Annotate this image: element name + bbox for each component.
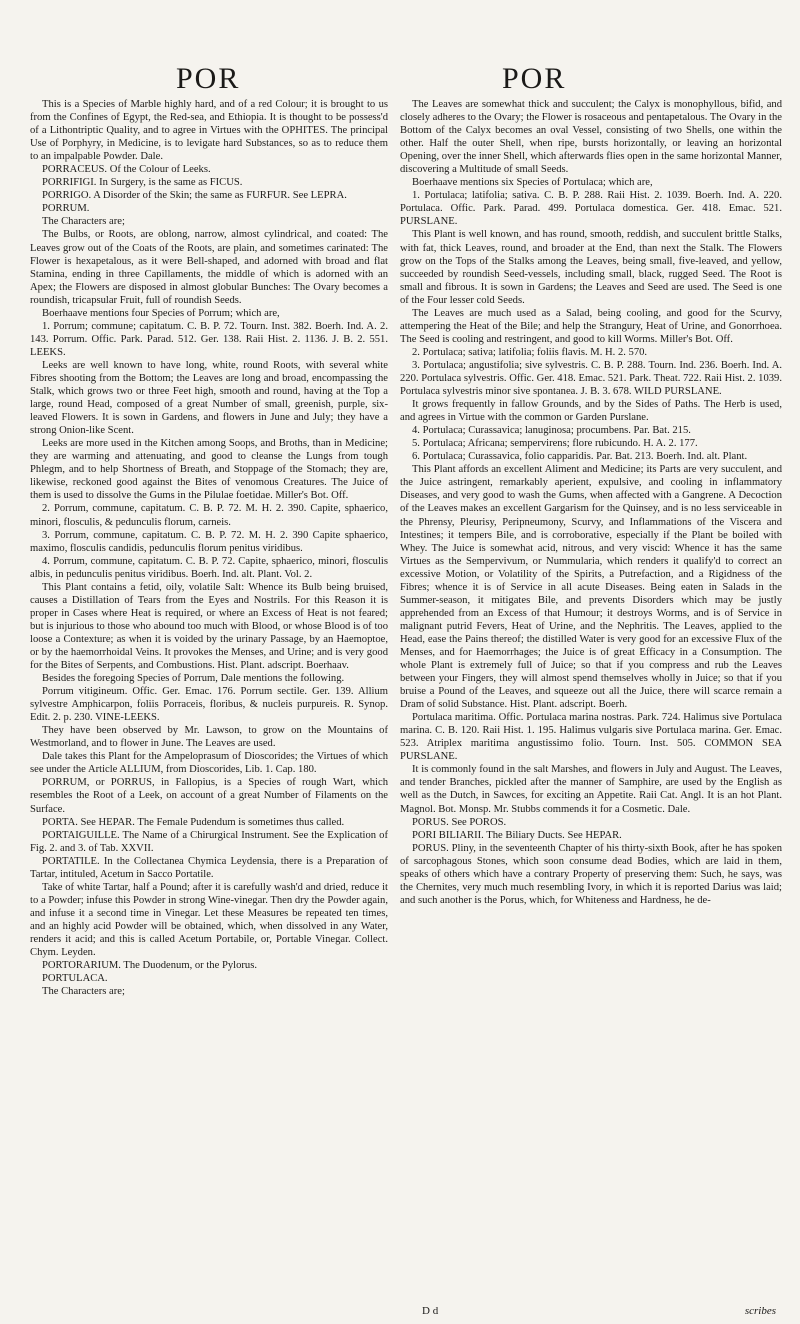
paragraph: PORUS. See POROS.: [412, 816, 507, 828]
right-column: [400, 98, 782, 1298]
paragraph: 2. Porrum, commune, capitatum. C. B. P. 72. M. H. 2. 390. Capite, sphaerico, minori, flosculis, & pedunculis florum, carneis.: [30, 503, 388, 528]
paragraph: PORTORARIUM. The Duodenum, or the Pylorus.: [42, 960, 257, 972]
paragraph: PORI BILIARII. The Biliary Ducts. See HEPAR.: [412, 829, 622, 841]
paragraph: Dale takes this Plant for the Ampeloprasum of Dioscorides; the Virtues of which see under the Article ALLIUM, from Dioscorides, Lib. 1. Cap. 180.: [30, 751, 388, 776]
paragraph: 3. Portulaca; angustifolia; sive sylvestris. C. B. P. 288. Tourn. Ind. 236. Boerh. Ind. A. 220. Portulaca sylvestris. Offic. Ger. 418. Emac. 521. Park. Theat. 722. Raii Hist. 2. 1039. Portulaca sylvestris minor sive spontanea. J. B. 3. 678. WILD PURSLANE.: [400, 359, 782, 398]
paragraph: 4. Portulaca; Curassavica; lanuginosa; procumbens. Par. Bat. 215.: [412, 425, 691, 437]
paragraph: PORRUM, or PORRUS, in Fallopius, is a Species of rough Wart, which resembles the Root of a Leek, on account of a great Number of Filaments on the Surface.: [30, 777, 388, 815]
paragraph: PORRIFIGI. In Surgery, is the same as FICUS.: [42, 177, 243, 189]
paragraph: Boerhaave mentions four Species of Porrum; which are,: [42, 307, 280, 319]
paragraph: Portulaca maritima. Offic. Portulaca marina nostras. Park. 724. Halimus sive Portulaca marina. C. B. 120. Raii Hist. 1. 195. Halimus vulgaris sive Portulaca marina. Ger. Emac. 523. Atriplex maritima angustissimo folio. Tourn. Inst. 505. COMMON SEA PURSLANE.: [400, 712, 782, 763]
paragraph: The Leaves are somewhat thick and succulent; the Calyx is monophyllous, bifid, and closely adheres to the Ovary; the Flower is rosaceous and pentapetalous. The Ovary in the Bottom of the Calyx becomes an oval Vessel, consisting of two Shells, one within the other. Half the outer Shell, when ripe, bursts horizontally, or leaving an horizontal Opening, over the inner Shell, which afterwards flies open in the same horizontal Manner, discovering a Multitude of small Seeds.: [400, 99, 782, 176]
paragraph: It grows frequently in fallow Grounds, and by the Sides of Paths. The Herb is used, and agrees in Virtue with the common or Garden Purslane.: [400, 399, 782, 424]
paragraph: PORRACEUS. Of the Colour of Leeks.: [42, 164, 211, 176]
paragraph: 1. Porrum; commune; capitatum. C. B. P. 72. Tourn. Inst. 382. Boerh. Ind. A. 2. 143. Porrum. Offic. Park. Parad. 512. Ger. 138. Raii Hist. 2. 1136. J. B. 2. 551. LEEKS.: [30, 320, 388, 358]
paragraph: PORTAIGUILLE. The Name of a Chirurgical Instrument. See the Explication of Fig. 2. and 3. of Tab. XXVII.: [30, 829, 388, 854]
paragraph: This Plant is well known, and has round, smooth, reddish, and succulent brittle Stalks, with fat, thick Leaves, round, and broader at the End, than next the Stalk. The Flowers grow on the Tops of the Stalks among the Leaves, being small, five-leaved, and yellow, succeeded by roundish Seed-vessels, including small, black, rugged Seed. The Root is small and fibrous. It is sown in Gardens; the Leaves and Seed are used. The Seed is one of the Four lesser cold Seeds.: [400, 229, 782, 306]
paragraph: PORRUM.: [42, 203, 90, 215]
paragraph: Besides the foregoing Species of Porrum, Dale mentions the following.: [42, 673, 345, 685]
running-head-left: POR: [176, 62, 241, 95]
paragraph: Take of white Tartar, half a Pound; after it is carefully wash'd and dried, reduce it to a Powder; infuse this Powder in strong Wine-vinegar. Then dry the Powder again, and infuse it a second time in Vinegar. Let these Measures be repeated ten times, and an highly acid Powder will be obtained, which, when dissolved in any Water, renders it acid; and this is called Acetum Portabile, or, Portable Vinegar. Collect. Chym. Leyden.: [30, 881, 388, 959]
catchword: scribes: [744, 1305, 776, 1317]
paragraph: This Plant contains a fetid, oily, volatile Salt: Whence its Bulb being bruised, causes a Distillation of Tears from the Eyes and Nostrils. For this Reason it is proper in Cases where Heat is required, or where an Excess of Heat is not feared; but is injurious to those who abound too much with Blood, or whose Blood is of too loose a Contexture; as when it is voided by the urinary Passage, by an Haemoptoe, or by the haemorrhoidal Veins. It provokes the Menses, and Urine; and is very good for the Bites of Serpents, and Combustions. Hist. Plant. adscript. Boerhaav.: [30, 581, 388, 672]
paragraph: Leeks are well known to have long, white, round Roots, with several white Fibres shooting from the Bottom; the Leaves are long and broad, encompassing the Stalk, which grows two or three Feet high, smooth and round, having at the Top a large, round Head, composed of a great Number of small, greenish, purple, six-leaved Flowers. It is sown in Gardens, and flowers in June and July; they have a strong Onion-like Scent.: [30, 359, 388, 437]
paragraph: Boerhaave mentions six Species of Portulaca; which are,: [412, 177, 653, 189]
paragraph: They have been observed by Mr. Lawson, to grow on the Mountains of Westmorland, and to flower in June. The Leaves are used.: [30, 725, 388, 750]
paragraph: 4. Porrum, commune, capitatum. C. B. P. 72. Capite, sphaerico, minori, flosculis albis, in pedunculis penitus viridibus. Boerh. Ind. alt. Plant. Vol. 2.: [30, 555, 388, 580]
left-column: [30, 98, 388, 1298]
paragraph: The Leaves are much used as a Salad, being cooling, and good for the Scurvy, attempering the Heat of the Bile; and help the Strangury, Heat of Urine, and Gonorrhoea. The Seed is cooling and restringent, and good to kill Worms. Miller's Bot. Off.: [400, 307, 782, 345]
paragraph: 3. Porrum, commune, capitatum. C. B. P. 72. M. H. 2. 390 Capite sphaerico, maximo, flosculis candidis, pedunculis florum penitus viridibus.: [30, 529, 388, 554]
paragraph: This is a Species of Marble highly hard, and of a red Colour; it is brought to us from the Confines of Egypt, the Red-sea, and Ethiopia. It is thought to be possess'd of a Lithontriptic Quality, and to agree in Virtues with the OPHITES. The principal Use of Porphyry, in Medicine, is to levigate hard Substances, so as to reduce them to an impalpable Powder. Dale.: [30, 99, 388, 163]
paragraph: It is commonly found in the salt Marshes, and flowers in July and August. The Leaves, and tender Branches, pickled after the manner of Samphire, are used by the English as well as the Dutch, in Sawces, for exciting an Appetite. Raii Cat. Angl. It is an hot Plant. Magnol. Bot. Monsp. Mr. Stubbs commends it for a Cosmetic. Dale.: [400, 764, 782, 815]
paragraph: The Characters are;: [42, 986, 125, 998]
paragraph: The Characters are;: [42, 216, 125, 228]
paragraph: PORTATILE. In the Collectanea Chymica Leydensia, there is a Preparation of Tartar, intituled, Acetum in Sacco Portatile.: [30, 855, 388, 880]
paragraph: PORUS. Pliny, in the seventeenth Chapter of his thirty-sixth Book, after he has spoken of sarcophagous Stones, which soon consume dead Bodies, which are laid in them, speaks of others which have a contrary Property of preserving them: Such, he says, was the Chernites, very much much resembling Ivory, in which it is reported Darius was laid; and such another is the Porus, which, for Whiteness and Hardness, he de-: [400, 842, 782, 906]
paragraph: 6. Portulaca; Curassavica, folio capparidis. Par. Bat. 213. Boerh. Ind. alt. Plant.: [412, 451, 748, 463]
running-head-right: POR: [502, 62, 567, 95]
paragraph: Porrum vitigineum. Offic. Ger. Emac. 176. Porrum sectile. Ger. 139. Allium sylvestre Amphicarpon, foliis Porraceis, floribus, & nucleis purpureis. R. Synop. Edit. 2. p. 230. VINE-LEEKS.: [30, 686, 388, 724]
paragraph: This Plant affords an excellent Aliment and Medicine; its Parts are very succulent, and the Juice astringent, remarkably aperient, expulsive, and cooling in inflammatory Diseases, and very good to wash the Gums, when affected with a Gangrene. A Decoction of the Leaves makes an excellent Gargarism for the Quinsey, and is no less serviceable in the Phrensy, Pleurisy, Peripneumony, Scurvy, and Inflammations of the Viscera and Intestines; it tempers Bile, and is corroborative, especially if the Plant be boiled with Whey. The Juice is somewhat acid, nitrous, and very viscid: Whence it has the same Virtues as the Sempervivum, or Nummularia, which renders it qualify'd to correct an excessive Motion, or Volatility of the Spirits, a Putrefaction, and a Rigidness of the Fibres; whence it is of Service in all acute Diseases. Being eaten in Salads in the Summer-season, it mitigates Bile, and prevents Disorders which may be justly apprehended from an Excess of that Humour; it destroys Worms, and is of Service in malignant putrid Fevers, Heat of Urine, and the Nephritis. The Leaves, applied to the Head, ease the Pains thereof; the distilled Water is very good for an excessive Flux of the Menses, and for Haemorrhages; the Juice is of great Efficacy in a Consumption. The whole Plant is extremely full of Juice; so that if you compress and rub the Leaves between your Fingers, they will almost spend themselves wholly in Juice; so that if you bruise a Pound of the Leaves, and squeeze out all the Juice, there will scarce remain a Dram of solid Substance. Hist. Plant. adscript. Boerh.: [400, 464, 782, 711]
paragraph: 1. Portulaca; latifolia; sativa. C. B. P. 288. Raii Hist. 2. 1039. Boerh. Ind. A. 220. Portulaca. Offic. Park. Parad. 499. Portulaca domestica. Ger. 418. Emac. 521. PURSLANE.: [400, 190, 782, 228]
paragraph: 5. Portulaca; Africana; sempervirens; flore rubicundo. H. A. 2. 177.: [412, 438, 698, 450]
paragraph: Leeks are more used in the Kitchen among Soops, and Broths, than in Medicine; they are warming and attenuating, and good to cleanse the Lungs from tough Phlegm, and to help Shortness of Breath, and Stoppage of the Stomach; they are, likewise, reckoned good against the Bites of venomous Creatures. The Juice of them is used to dissolve the Gums in the Pilulae foetidae. Miller's Bot. Off.: [30, 438, 388, 502]
paragraph: 2. Portulaca; sativa; latifolia; foliis flavis. M. H. 2. 570.: [412, 346, 648, 358]
signature-mark: D d: [422, 1305, 439, 1317]
paragraph: PORTULACA.: [42, 973, 108, 985]
paragraph: PORRIGO. A Disorder of the Skin; the same as FURFUR. See LEPRA.: [42, 190, 347, 202]
paragraph: The Bulbs, or Roots, are oblong, narrow, almost cylindrical, and coated: The Leaves grow out of the Coats of the Roots, are plain, and sometimes carinated: The Flower is hexapetalous, as it were Bell-shaped, and adorned with broad and flat Stamina, ending in three Capillaments, the middle of which is adorned with an Apex; the Flowers are disposed in almost globular Bunches: The Ovary becomes a roundish, tricapsular Fruit, full of roundish Seeds.: [30, 229, 388, 306]
paragraph: PORTA. See HEPAR. The Female Pudendum is sometimes thus called.: [42, 816, 345, 828]
